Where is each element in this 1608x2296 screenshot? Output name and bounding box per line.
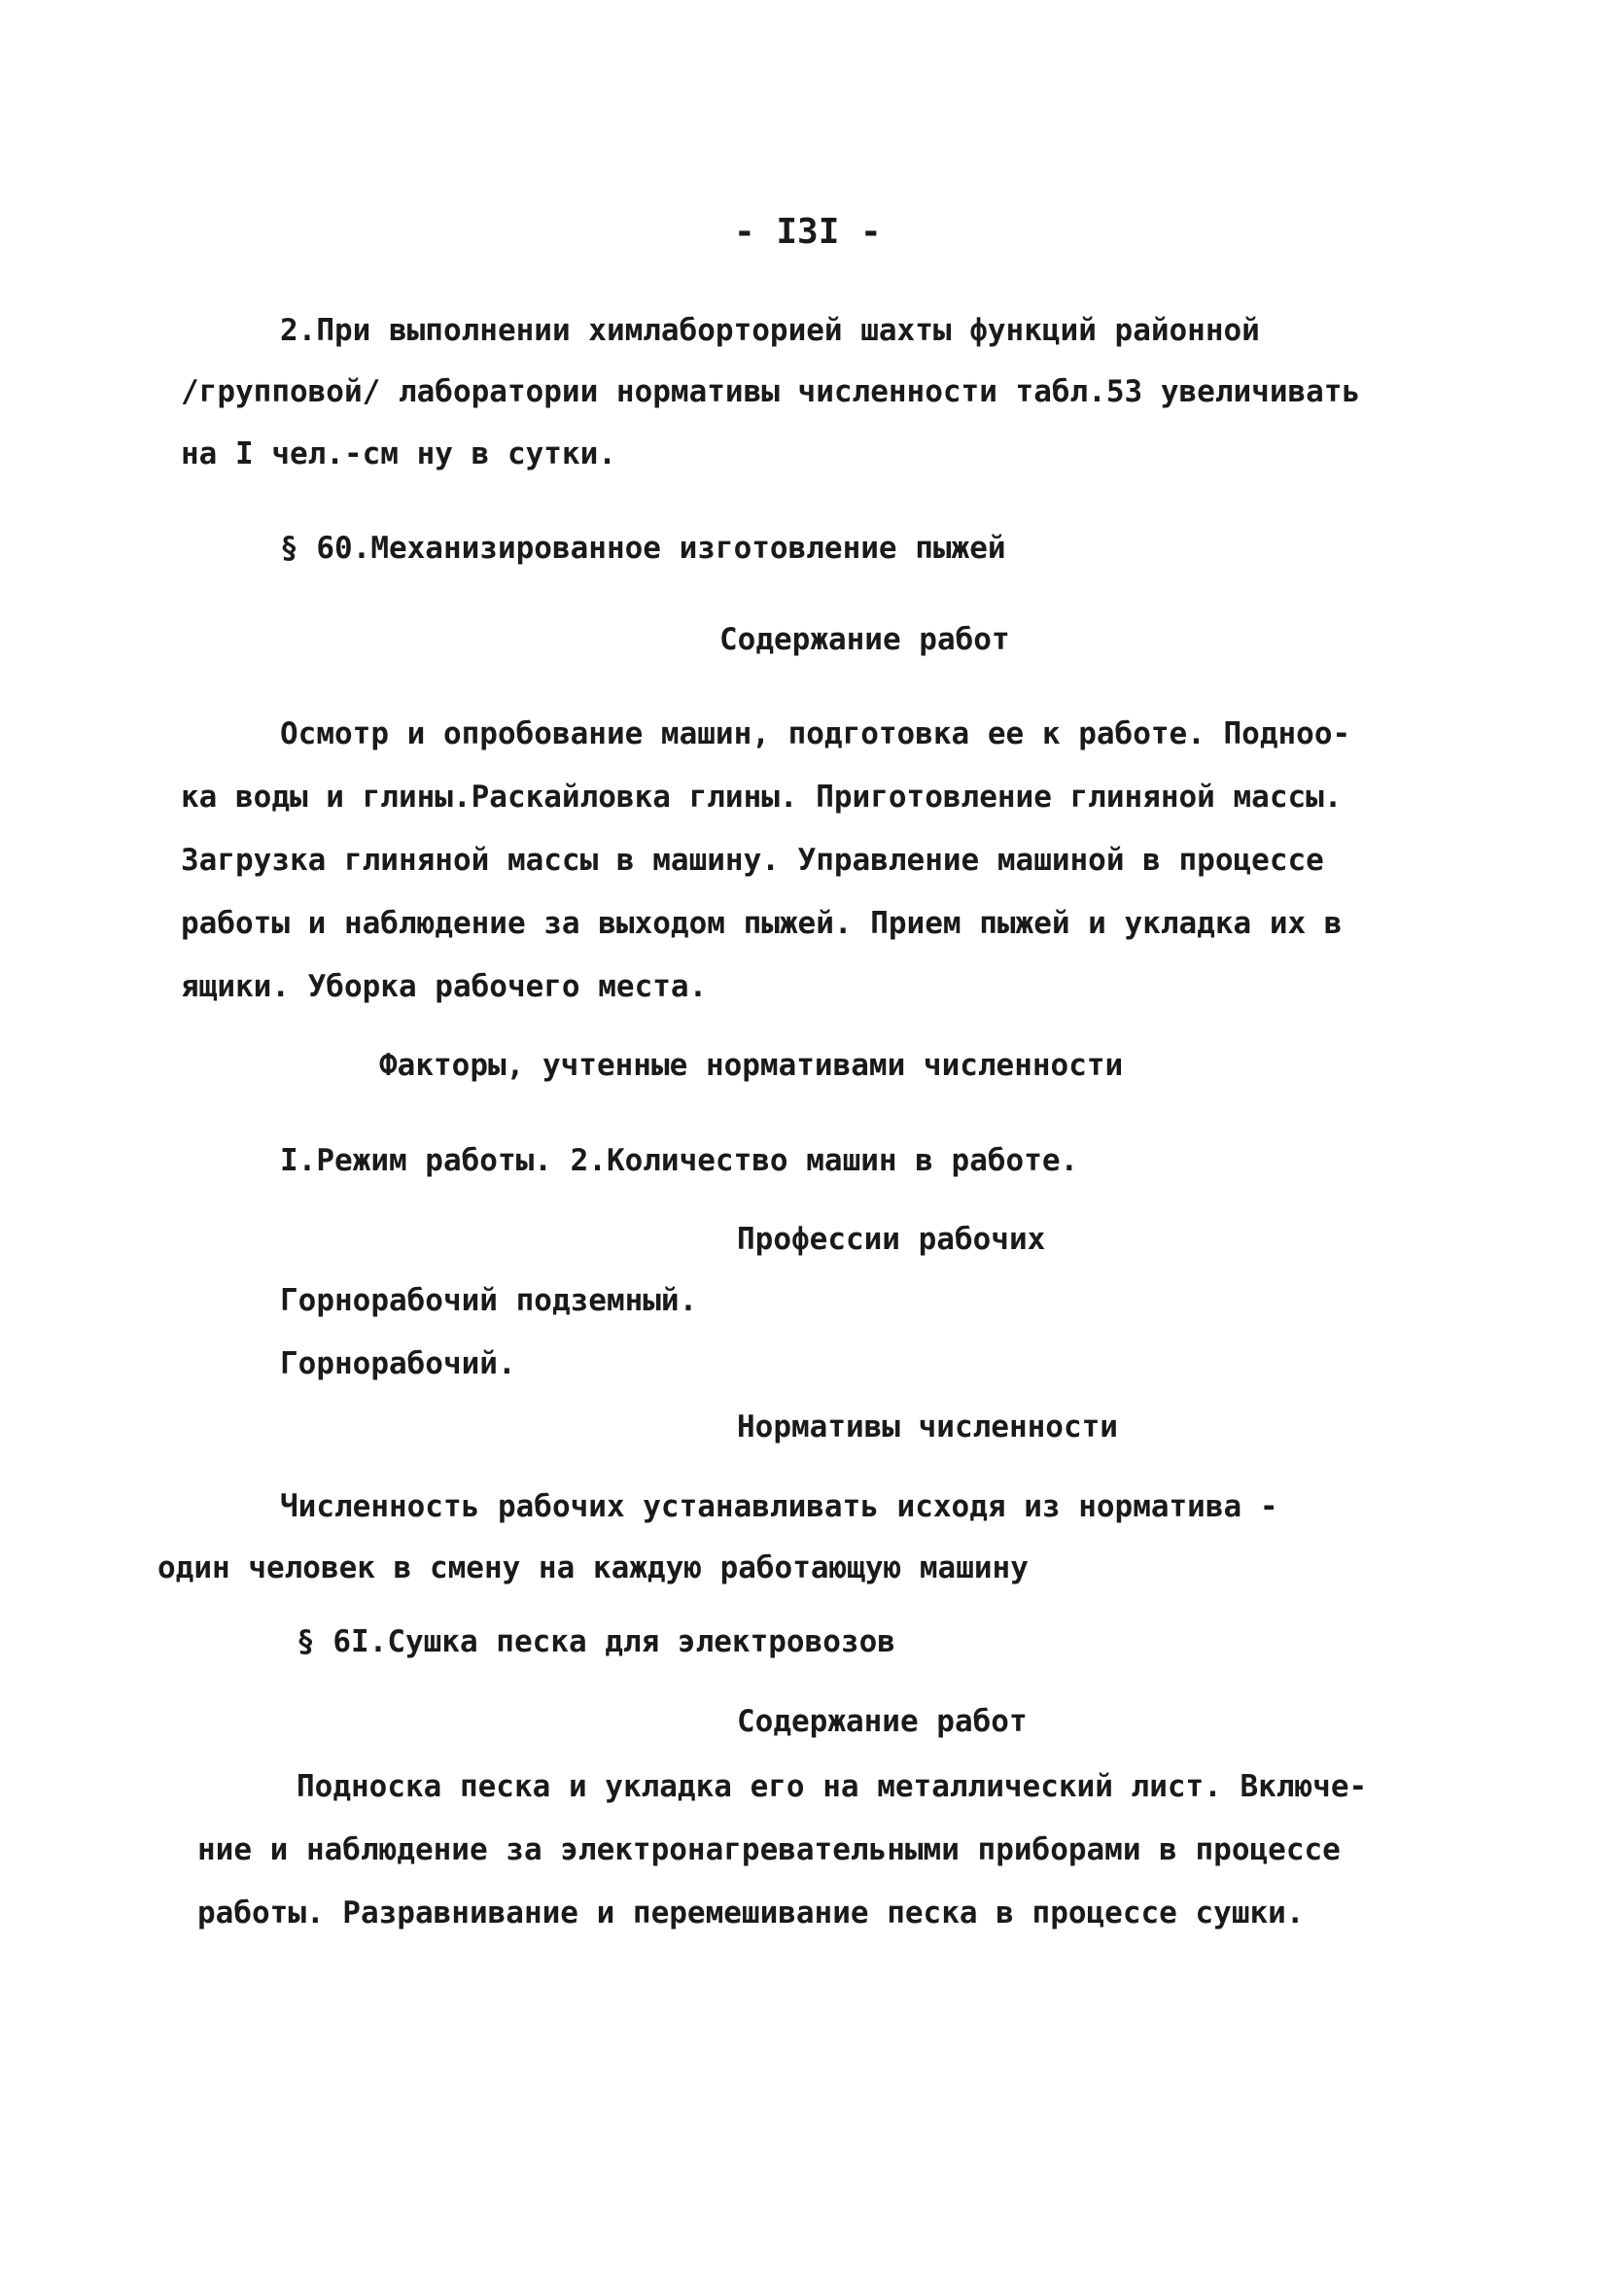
paragraph-line: I.Режим работы. 2.Количество машин в работе. [280,1143,1079,1178]
paragraph-line: Загрузка глиняной массы в машину. Управление машиной в процессе [181,843,1324,878]
paragraph-line: /групповой/ лаборатории нормативы численности табл.53 увеличивать [181,374,1361,409]
paragraph-line: на I чел.-см ну в сутки. [181,436,616,471]
paragraph-line: ящики. Уборка рабочего места. [181,969,708,1004]
profession-item: Горнорабочий подземный. [280,1283,698,1318]
profession-item: Горнорабочий. [280,1346,516,1381]
section-heading: § 6I.Сушка песка для электровозов [297,1624,895,1659]
subheading: Содержание работ [737,1704,1028,1739]
paragraph-line: один человек в смену на каждую работающую машину [157,1550,1029,1585]
paragraph-line: 2.При выполнении химлаборторией шахты функций районной [280,313,1260,348]
paragraph-line: работы и наблюдение за выходом пыжей. Прием пыжей и укладка их в [181,906,1343,941]
paragraph-line: Численность рабочих устанавливать исходя из норматива - [280,1489,1278,1524]
paragraph-line: ка воды и глины.Раскайловка глины. Приготовление глиняной массы. [181,780,1343,815]
subheading: Профессии рабочих [737,1222,1046,1257]
paragraph-line: ние и наблюдение за электронагревательными приборами в процессе [197,1832,1341,1867]
subheading: Содержание работ [719,622,1010,657]
paragraph-line: Осмотр и опробование машин, подготовка ее к работе. Подноо- [280,716,1351,751]
subheading: Нормативы численности [737,1409,1118,1444]
subheading: Факторы, учтенные нормативами численности [379,1048,1124,1083]
paragraph-line: работы. Разравнивание и перемешивание песка в процессе сушки. [197,1896,1305,1931]
page-number: - I3I - [734,212,882,252]
section-heading: § 60.Механизированное изготовление пыжей [280,531,1006,566]
paragraph-line: Подноска песка и укладка его на металлический лист. Включе- [297,1769,1368,1804]
